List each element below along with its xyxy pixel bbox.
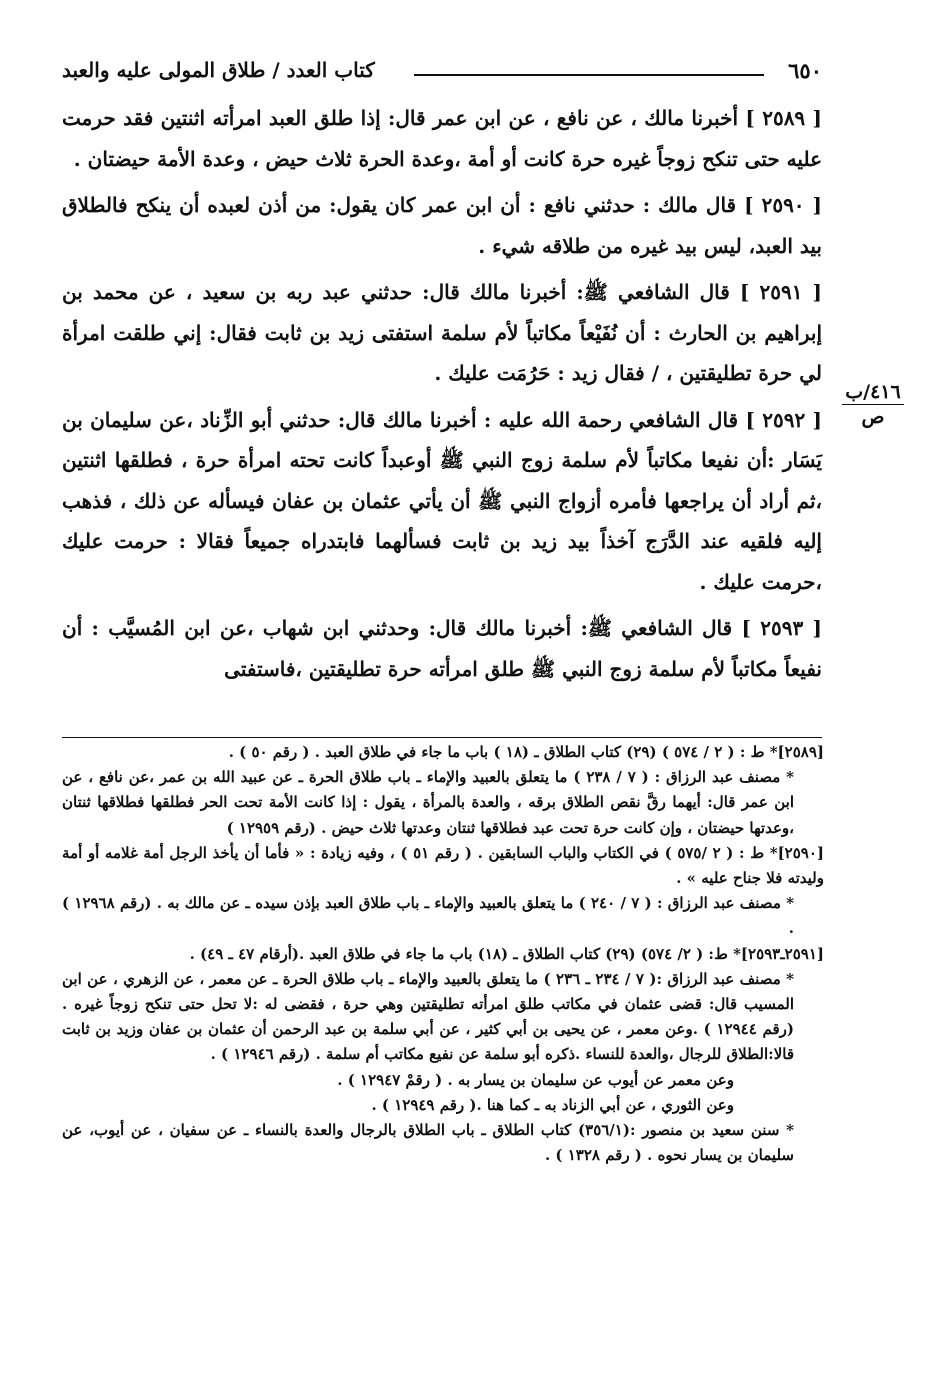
page-header: [62, 56, 822, 90]
footnote: [٢٥٨٩]* ط : ( ٢ / ٥٧٤ ) (٢٩) كتاب الطلاق ـ (١٨ ) باب ما جاء في طلاق العبد . ( رقم ٥٠ ) .: [228, 743, 824, 761]
hadith-text: قال الشافعي ﷺ: أخبرنا مالك قال: وحدثني ابن شهاب ،عن ابن المُسيَّب : أن نفيعاً مكاتباً لأم سلمة زوج النبي ﷺ طلق امرأته حرة تطليقتين ،فاستفتى: [62, 616, 822, 681]
footnote: وعن الثوري ، عن أبي الزناد به ـ كما هنا .( رقم ١٢٩٤٩ ) .: [371, 1095, 734, 1114]
hadith-paragraph: [62, 98, 822, 179]
page-number: ٦٥٠: [788, 58, 822, 83]
hadith-number: [ ٢٥٩٠ ]: [744, 193, 822, 217]
footnote: * مصنف عبد الرزاق : ( ٧ / ٢٤٠ ) ما يتعلق بالعبيد والإماء ـ باب طلاق العبد بإذن سيده ـ عن مالك به . (رقم ١٢٩٦٨ ) .: [62, 894, 794, 938]
folio-reference: ٤١٦/ب: [845, 381, 901, 403]
footnotes: [62, 740, 824, 1168]
hadith-number: [ ٢٥٩١ ]: [739, 280, 822, 304]
hadith-paragraph: [62, 400, 822, 603]
footnotes-rule: [62, 737, 822, 738]
hadith-text: أخبرنا مالك ، عن نافع ، عن ابن عمر قال: إذا طلق العبد امرأته اثنتين فقد حرمت عليه حتى تنكح زوجاً غيره حرة كانت أو أمة ،وعدة الحرة ثلاث حيض ، وعدة الأمة حيضتان .: [62, 106, 822, 171]
hadith-text: قال الشافعي رحمة الله عليه : أخبرنا مالك قال: حدثني أبو الزِّناد ،عن سليمان بن يَسَار :أن نفيعا مكاتباً لأم سلمة زوج النبي ﷺ أوعبداً كانت تحته امرأة حرة ، فطلقها اثنتين ،ثم أراد أن يراجعها فأمره أزواج النبي ﷺ أن يأتي عثمان بن عفان فيسأله عن ذلك ، فذهب إليه فلقيه عند الدَّرَج آخذاً بيد زيد بن ثابت فسألهما فابتدراه جميعاً فقالا : حرمت عليك ،حرمت عليك .: [62, 407, 822, 594]
hadith-number: [ ٢٥٩٢ ]: [745, 407, 822, 432]
manuscript-siglum: ص: [861, 406, 885, 428]
header-rule: [414, 74, 764, 76]
footnote: * مصنف عبد الرزاق :( ٧ / ٢٣٤ ـ ٢٣٦ ) ما يتعلق بالعبيد والإماء ـ باب طلاق الحرة ـ عن معمر ، عن الزهري ، عن ابن المسيب قال: قضى عثمان في مكاتب طلق امرأته تطليقتين وهي حرة ، فقضى له :لا تحل حتى تنكح زوجاً غيره . (رقم ١٢٩٤٤ ) .وعن معمر ، عن يحيى بن أبي كثير ، عن أبي سلمة بن عبد الرحمن أن عثمان بن عفان وزيد بن ثابت قالا:الطلاق للرجال ،والعدة للنساء .ذكره أبو سلمة عن نفيع مكاتب أم سلمة . (رقم ١٢٩٤٦ ) .: [62, 969, 794, 1064]
hadith-number: [ ٢٥٩٣ ]: [741, 616, 822, 640]
hadith-paragraph: [62, 272, 822, 394]
hadith-text: قال الشافعي ﷺ: أخبرنا مالك قال: حدثني عبد ربه بن سعيد ، عن محمد بن إبراهيم بن الحارث : أن نُفَيْعاً مكاتباً لأم سلمة استفتى زيد بن ثابت فقال: إني طلقت امرأة لي حرة تطليقتين ، / فقال زيد : حَرُمَت عليك .: [62, 280, 822, 385]
manuscript-folio-note: [838, 380, 908, 429]
hadith-number: [ ٢٥٨٩ ]: [745, 106, 822, 130]
hadith-text: قال مالك : حدثني نافع : أن ابن عمر كان يقول: من أذن لعبده أن ينكح فالطلاق بيد العبد، ليس بيد غيره من طلاقه شيء .: [62, 193, 822, 258]
footnote: [٢٥٩٠]* ط : ( ٢ /٥٧٥ ) في الكتاب والباب السابقين . ( رقم ٥١ ) ، وفيه زيادة : « فأما أن يأخذ الرجل أمة غلامه أو أمة وليدته فلا جناح عليه » .: [62, 843, 825, 888]
footnote: [٢٥٩١ـ٢٥٩٣]* ط: ( ٢/ ٥٧٤) (٢٩) كتاب الطلاق ـ (١٨) باب ما جاء في طلاق العبد .(أرقام ٤٧ ـ ٤٩) .: [189, 944, 824, 963]
footnote: * سنن سعيد بن منصور :(٣٥٦/١) كتاب الطلاق ـ باب الطلاق بالرجال والعدة بالنساء ـ عن سفيان ، عن أيوب، عن سليمان بن يسار نحوه . ( رقم ١٣٢٨ ) .: [62, 1121, 794, 1165]
footnote: * مصنف عبد الرزاق : ( ٧ / ٢٣٨ ) ما يتعلق بالعبيد والإماء ـ باب طلاق الحرة ـ عن عبيد الله بن عمر ،عن نافع ، عن ابن عمر قال: أيهما رقَّ نقص الطلاق برقه ، والعدة بالمرأة ، يقول : إذا كانت الأمة تحت الحر فطلقها فطلاقها ثنتان ،وعدتها حيضتان ، وإن كانت حرة تحت عبد فطلاقها ثنتان وعدتها ثلاث حيض . (رقم ١٢٩٥٩ ): [62, 768, 794, 837]
hadith-paragraph: [62, 185, 822, 266]
main-text: [62, 98, 822, 695]
footnote: وعن معمر عن أيوب عن سليمان بن يسار به . ( رقمْ ١٢٩٤٧ ) .: [337, 1070, 734, 1089]
running-title: كتاب العدد / طلاق المولى عليه والعبد: [62, 58, 375, 82]
hadith-paragraph: [62, 608, 822, 689]
